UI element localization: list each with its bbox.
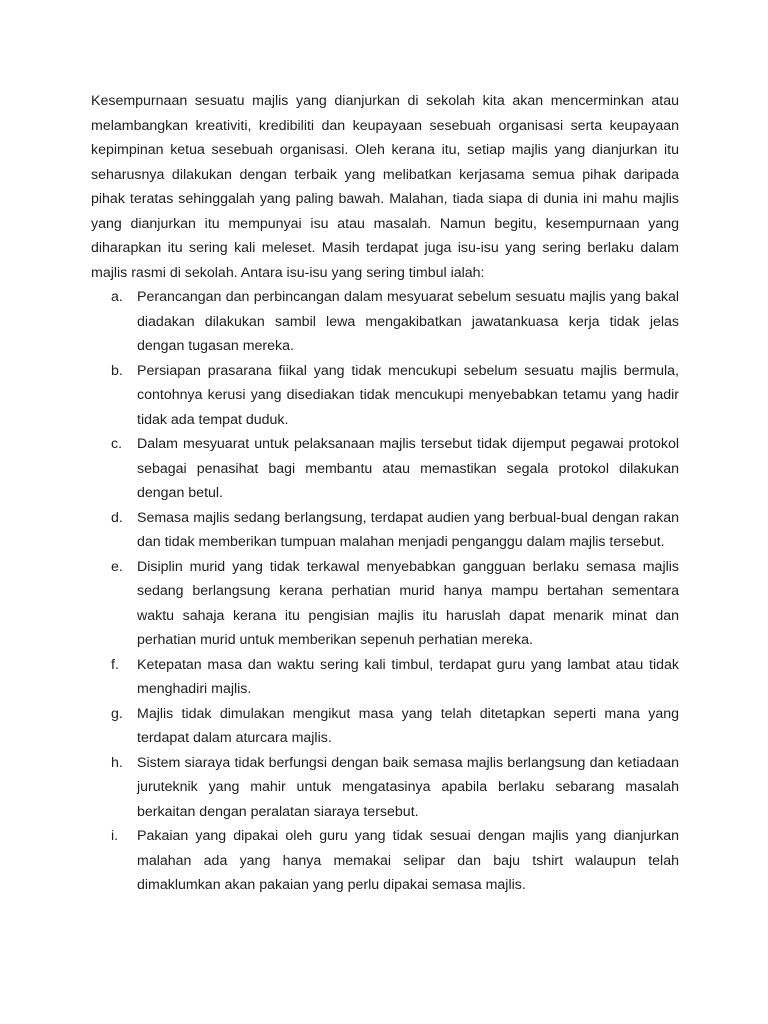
- intro-paragraph: Kesempurnaan sesuatu majlis yang dianjurkan di sekolah kita akan mencerminkan atau melambangkan kreativiti, kredibiliti dan keupayaan sesebuah organisasi serta keupayaan kepimpinan ketua sesebuah organisasi. Oleh kerana itu, setiap majlis yang dianjurkan itu seharusnya dilakukan dengan terbaik yang melibatkan kerjasama semua pihak daripada pihak teratas sehinggalah yang paling bawah. Malahan, tiada siapa di dunia ini mahu majlis yang dianjurkan itu mempunyai isu atau masalah. Namun begitu, kesempurnaan yang diharapkan itu sering kali meleset. Masih terdapat juga isu-isu yang sering berlaku dalam majlis rasmi di sekolah. Antara isu-isu yang sering timbul ialah:: [91, 93, 679, 281]
- list-item-text: Ketepatan masa dan waktu sering kali timbul, terdapat guru yang lambat atau tidak menghadiri majlis.: [137, 656, 679, 697]
- list-marker: f.: [111, 656, 119, 673]
- list-item: [91, 702, 679, 751]
- list-item-text: Dalam mesyuarat untuk pelaksanaan majlis tersebut tidak dijemput pegawai protokol sebagai penasihat bagi membantu atau memastikan segala protokol dilakukan dengan betul.: [137, 436, 679, 501]
- list-item: [91, 751, 679, 825]
- issues-list: [91, 285, 679, 898]
- list-marker: a.: [111, 289, 123, 305]
- list-item-text: Majlis tidak dimulakan mengikut masa yang telah ditetapkan seperti mana yang terdapat dalam aturcara majlis.: [137, 705, 679, 746]
- list-marker: b.: [111, 362, 123, 379]
- document-body: [91, 89, 679, 898]
- list-item-text: Pakaian yang dipakai oleh guru yang tidak sesuai dengan majlis yang dianjurkan malahan ada yang hanya memakai selipar dan baju tshirt walaupun telah dimaklumkan akan pakaian yang perlu dipakai semasa majlis.: [137, 828, 679, 893]
- list-item: [91, 555, 679, 653]
- list-item-text: Perancangan dan perbincangan dalam mesyuarat sebelum sesuatu majlis yang bakal diadakan dilakukan sambil lewa mengakibatkan jawatankuasa kerja tidak jelas dengan tugasan mereka.: [137, 289, 679, 354]
- list-marker: h.: [111, 754, 123, 771]
- list-marker: i.: [111, 828, 119, 844]
- list-item: [91, 506, 679, 555]
- list-marker: c.: [111, 436, 123, 452]
- list-item-text: Sistem siaraya tidak berfungsi dengan baik semasa majlis berlangsung dan ketiadaan juruteknik yang mahir untuk mengatasinya apabila berlaku sebarang masalah berkaitan dengan peralatan siaraya tersebut.: [137, 754, 679, 820]
- list-item: [91, 432, 679, 506]
- list-item: [91, 653, 679, 702]
- list-item-text: Persiapan prasarana fiikal yang tidak mencukupi sebelum sesuatu majlis bermula, contohnya kerusi yang disediakan tidak mencukupi menyebabkan tetamu yang hadir tidak ada tempat duduk.: [137, 362, 679, 428]
- list-item: [91, 824, 679, 898]
- list-item: [91, 285, 679, 359]
- list-marker: d.: [111, 509, 123, 526]
- list-marker: g.: [111, 705, 123, 722]
- list-item-text: Semasa majlis sedang berlangsung, terdapat audien yang berbual-bual dengan rakan dan tidak memberikan tumpuan malahan menjadi penganggu dalam majlis tersebut.: [137, 509, 679, 550]
- list-item: [91, 359, 679, 433]
- list-marker: e.: [111, 558, 123, 575]
- list-item-text: Disiplin murid yang tidak terkawal menyebabkan gangguan berlaku semasa majlis sedang berlangsung kerana perhatian murid hanya mampu bertahan sementara waktu sahaja kerana itu pengisian majlis itu haruslah dapat menarik minat dan perhatian murid untuk memberikan sepenuh perhatian mereka.: [137, 558, 679, 648]
